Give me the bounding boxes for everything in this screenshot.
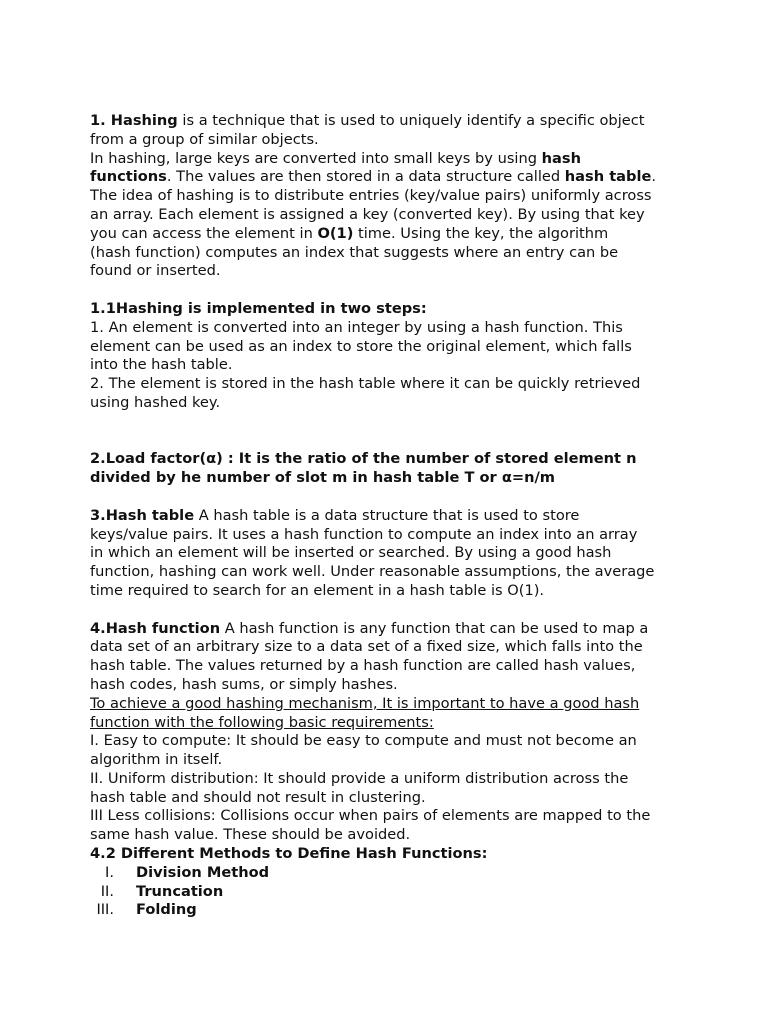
list-number: II. xyxy=(100,882,114,900)
paragraph-line: into the hash table. xyxy=(90,356,233,374)
list-item xyxy=(90,864,690,883)
spacer xyxy=(90,601,690,620)
spacer xyxy=(90,281,690,300)
list-item xyxy=(90,901,690,920)
paragraph-line: found or inserted. xyxy=(90,262,221,280)
section-hashing xyxy=(90,112,690,281)
term-hash-table: 3.Hash table xyxy=(90,506,195,524)
requirement-line: algorithm in itself. xyxy=(90,751,223,769)
requirement-line: III Less collisions: Collisions occur when pairs of elements are mapped to the xyxy=(90,807,651,825)
requirement-line: same hash value. These should be avoided. xyxy=(90,826,411,844)
section-hash-table xyxy=(90,507,690,601)
section-hash-function xyxy=(90,620,690,846)
paragraph-line: using hashed key. xyxy=(90,393,221,411)
section-heading: 1.1Hashing is implemented in two steps: xyxy=(90,299,427,317)
section-heading: 2.Load factor(α) : It is the ratio of the number of stored element n xyxy=(90,450,637,468)
paragraph-line: hash table. The values returned by a hash function are called hash values, xyxy=(90,657,636,675)
term-hash-function: 4.Hash function xyxy=(90,619,221,637)
paragraph-line: 3.Hash table A hash table is a data structure that is used to store xyxy=(90,506,580,524)
requirement-line: hash table and should not result in clustering. xyxy=(90,788,426,806)
paragraph-line: element can be used as an index to store the original element, which falls xyxy=(90,337,632,355)
list-label: Truncation xyxy=(136,882,224,900)
section-load-factor xyxy=(90,450,690,488)
section-heading: divided by he number of slot m in hash table T or α=n/m xyxy=(90,469,556,487)
term-hashing: Hashing xyxy=(110,112,178,129)
paragraph-line: 1. Hashing is a technique that is used to uniquely identify a specific object xyxy=(90,112,645,129)
underlined-line: function with the following basic requirements: xyxy=(90,713,434,731)
list-number: I. xyxy=(105,863,114,881)
section-methods xyxy=(90,845,690,920)
section-number: 1. xyxy=(90,112,111,129)
list-item xyxy=(90,883,690,902)
paragraph-line: function, hashing can work well. Under reasonable assumptions, the average xyxy=(90,563,655,581)
requirement-line: II. Uniform distribution: It should provide a uniform distribution across the xyxy=(90,769,629,787)
paragraph-line: an array. Each element is assigned a key (converted key). By using that key xyxy=(90,205,645,223)
paragraph-line: in which an element will be inserted or searched. By using a good hash xyxy=(90,544,612,562)
paragraph-line: time required to search for an element in a hash table is O(1). xyxy=(90,581,545,599)
paragraph-line: (hash function) computes an index that suggests where an entry can be xyxy=(90,243,619,261)
list-label: Folding xyxy=(136,901,197,919)
requirement-line: I. Easy to compute: It should be easy to compute and must not become an xyxy=(90,732,637,750)
paragraph-line: from a group of similar objects. xyxy=(90,130,319,148)
paragraph-line: In hashing, large keys are converted into small keys by using hash xyxy=(90,149,581,167)
paragraph-line: you can access the element in O(1) time. Using the key, the algorithm xyxy=(90,224,609,242)
paragraph-line: 1. An element is converted into an integer by using a hash function. This xyxy=(90,318,623,336)
spacer xyxy=(90,488,690,507)
paragraph-line: keys/value pairs. It uses a hash function to compute an index into an array xyxy=(90,525,638,543)
paragraph-line: hash codes, hash sums, or simply hashes. xyxy=(90,675,398,693)
paragraph-line: functions. The values are then stored in a data structure called hash table. xyxy=(90,168,657,186)
section-heading: 4.2 Different Methods to Define Hash Functions: xyxy=(90,845,488,863)
paragraph-line: 4.Hash function A hash function is any function that can be used to map a xyxy=(90,619,649,637)
list-label: Division Method xyxy=(136,863,270,881)
spacer xyxy=(90,413,690,451)
list-number: III. xyxy=(96,901,114,919)
paragraph-line: data set of an arbitrary size to a data set of a fixed size, which falls into the xyxy=(90,638,643,656)
document-page xyxy=(90,112,690,920)
section-two-steps xyxy=(90,300,690,413)
paragraph-line: 2. The element is stored in the hash table where it can be quickly retrieved xyxy=(90,375,641,393)
methods-list xyxy=(90,864,690,920)
paragraph-line: The idea of hashing is to distribute entries (key/value pairs) uniformly across xyxy=(90,187,652,205)
underlined-line: To achieve a good hashing mechanism, It is important to have a good hash xyxy=(90,694,640,712)
